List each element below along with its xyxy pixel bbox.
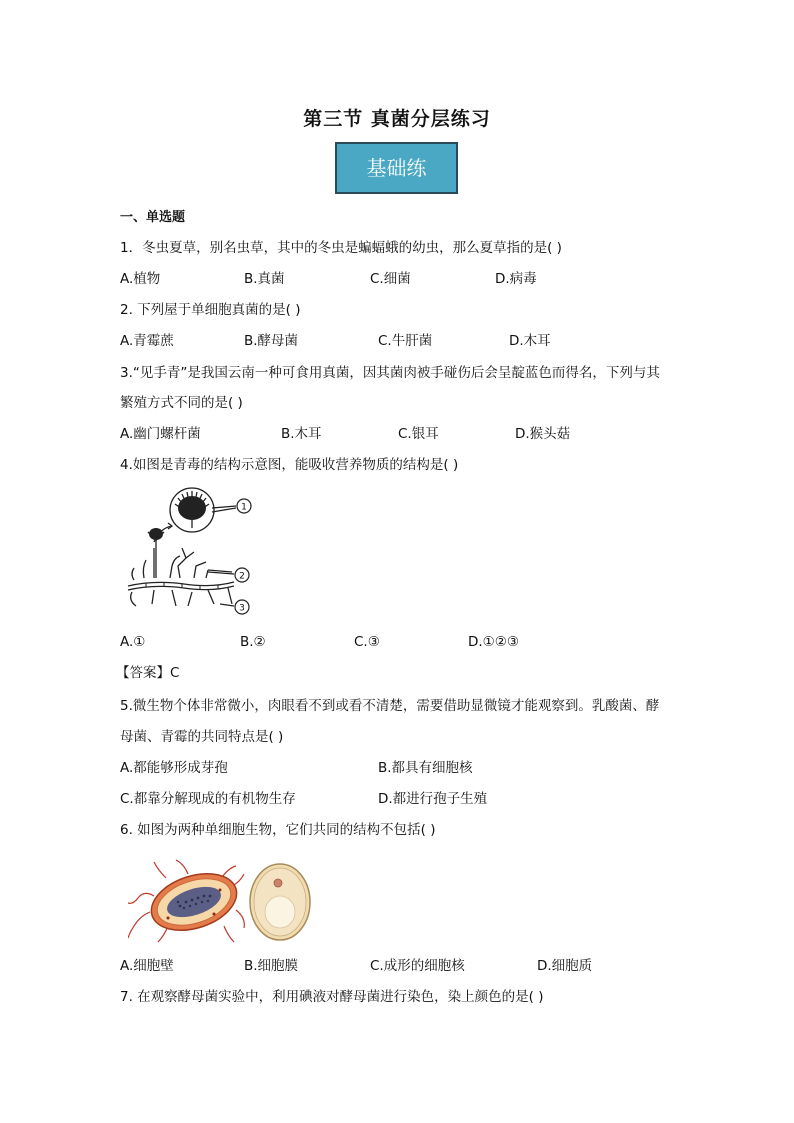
question-4-text: 4.如图是青毒的结构示意图，能吸收营养物质的结构是( ) [120,457,459,473]
q4-option-d: D.①②③ [468,634,519,650]
q3-option-a: A.幽门螺杆菌 [120,426,201,442]
q5-option-b: B.都具有细胞核 [378,760,473,776]
two-cells-diagram [128,856,324,946]
q6-option-c: C.成形的细胞核 [370,958,465,974]
q4-option-c: C.③ [354,634,380,650]
bacterium-cell [144,864,244,941]
q4-option-b: B.② [240,634,266,650]
yeast-cell [250,864,310,940]
question-1-text: 1．冬虫夏草，别名虫草，其中的冬虫是蝙蝠蛾的幼虫，那么夏草指的是( ) [120,240,562,256]
question-5-text-line1: 5.微生物个体非常微小，肉眼看不到或看不清楚，需要借助显微镜才能观察到。乳酸菌、酵 [120,698,660,714]
section-heading: 一、单选题 [120,210,186,225]
penicillium-diagram [124,486,260,616]
q5-option-c: C.都靠分解现成的有机物生存 [120,791,296,807]
q5-option-d: D.都进行孢子生殖 [378,791,488,807]
q5-option-a: A.都能够形成芽孢 [120,760,228,776]
question-3-text-line1: 3.“见手青”是我国云南一种可食用真菌，因其菌肉被手碰伤后会呈靛蓝色而得名，下列与其 [120,365,660,381]
question-2-text: 2. 下列屋于单细胞真菌的是( ) [120,302,301,318]
q4-answer: 【答案】C [116,665,180,681]
q4-option-a: A.① [120,634,146,650]
svg-text:1: 1 [241,502,247,513]
svg-text:3: 3 [239,603,245,614]
level-badge: 基础练 [335,142,458,194]
page-title: 第三节 真菌分层练习 [303,108,491,130]
q2-option-a: A.青霉蔗 [120,333,174,349]
q2-option-c: C.牛肝菌 [378,333,433,349]
q1-option-a: A.植物 [120,271,161,287]
q3-option-c: C.银耳 [398,426,439,442]
q2-option-d: D.木耳 [509,333,551,349]
q1-option-c: C.细菌 [370,271,411,287]
q6-option-b: B.细胞膜 [244,958,299,974]
svg-text:2: 2 [239,571,245,582]
question-5-text-line2: 母菌、青霉的共同特点是( ) [120,729,284,745]
q2-option-b: B.酵母菌 [244,333,299,349]
question-6-text: 6. 如图为两种单细胞生物，它们共同的结构不包括( ) [120,822,436,838]
question-3-text-line2: 繁殖方式不同的是( ) [120,395,243,411]
q1-option-b: B.真菌 [244,271,285,287]
question-7-text: 7. 在观察酵母菌实验中，利用碘液对酵母菌进行染色，染上颜色的是( ) [120,989,544,1005]
q6-option-a: A.细胞壁 [120,958,174,974]
q6-option-d: D.细胞质 [537,958,593,974]
q1-option-d: D.病毒 [495,271,537,287]
q3-option-b: B.木耳 [281,426,322,442]
q3-option-d: D.猴头菇 [515,426,571,442]
